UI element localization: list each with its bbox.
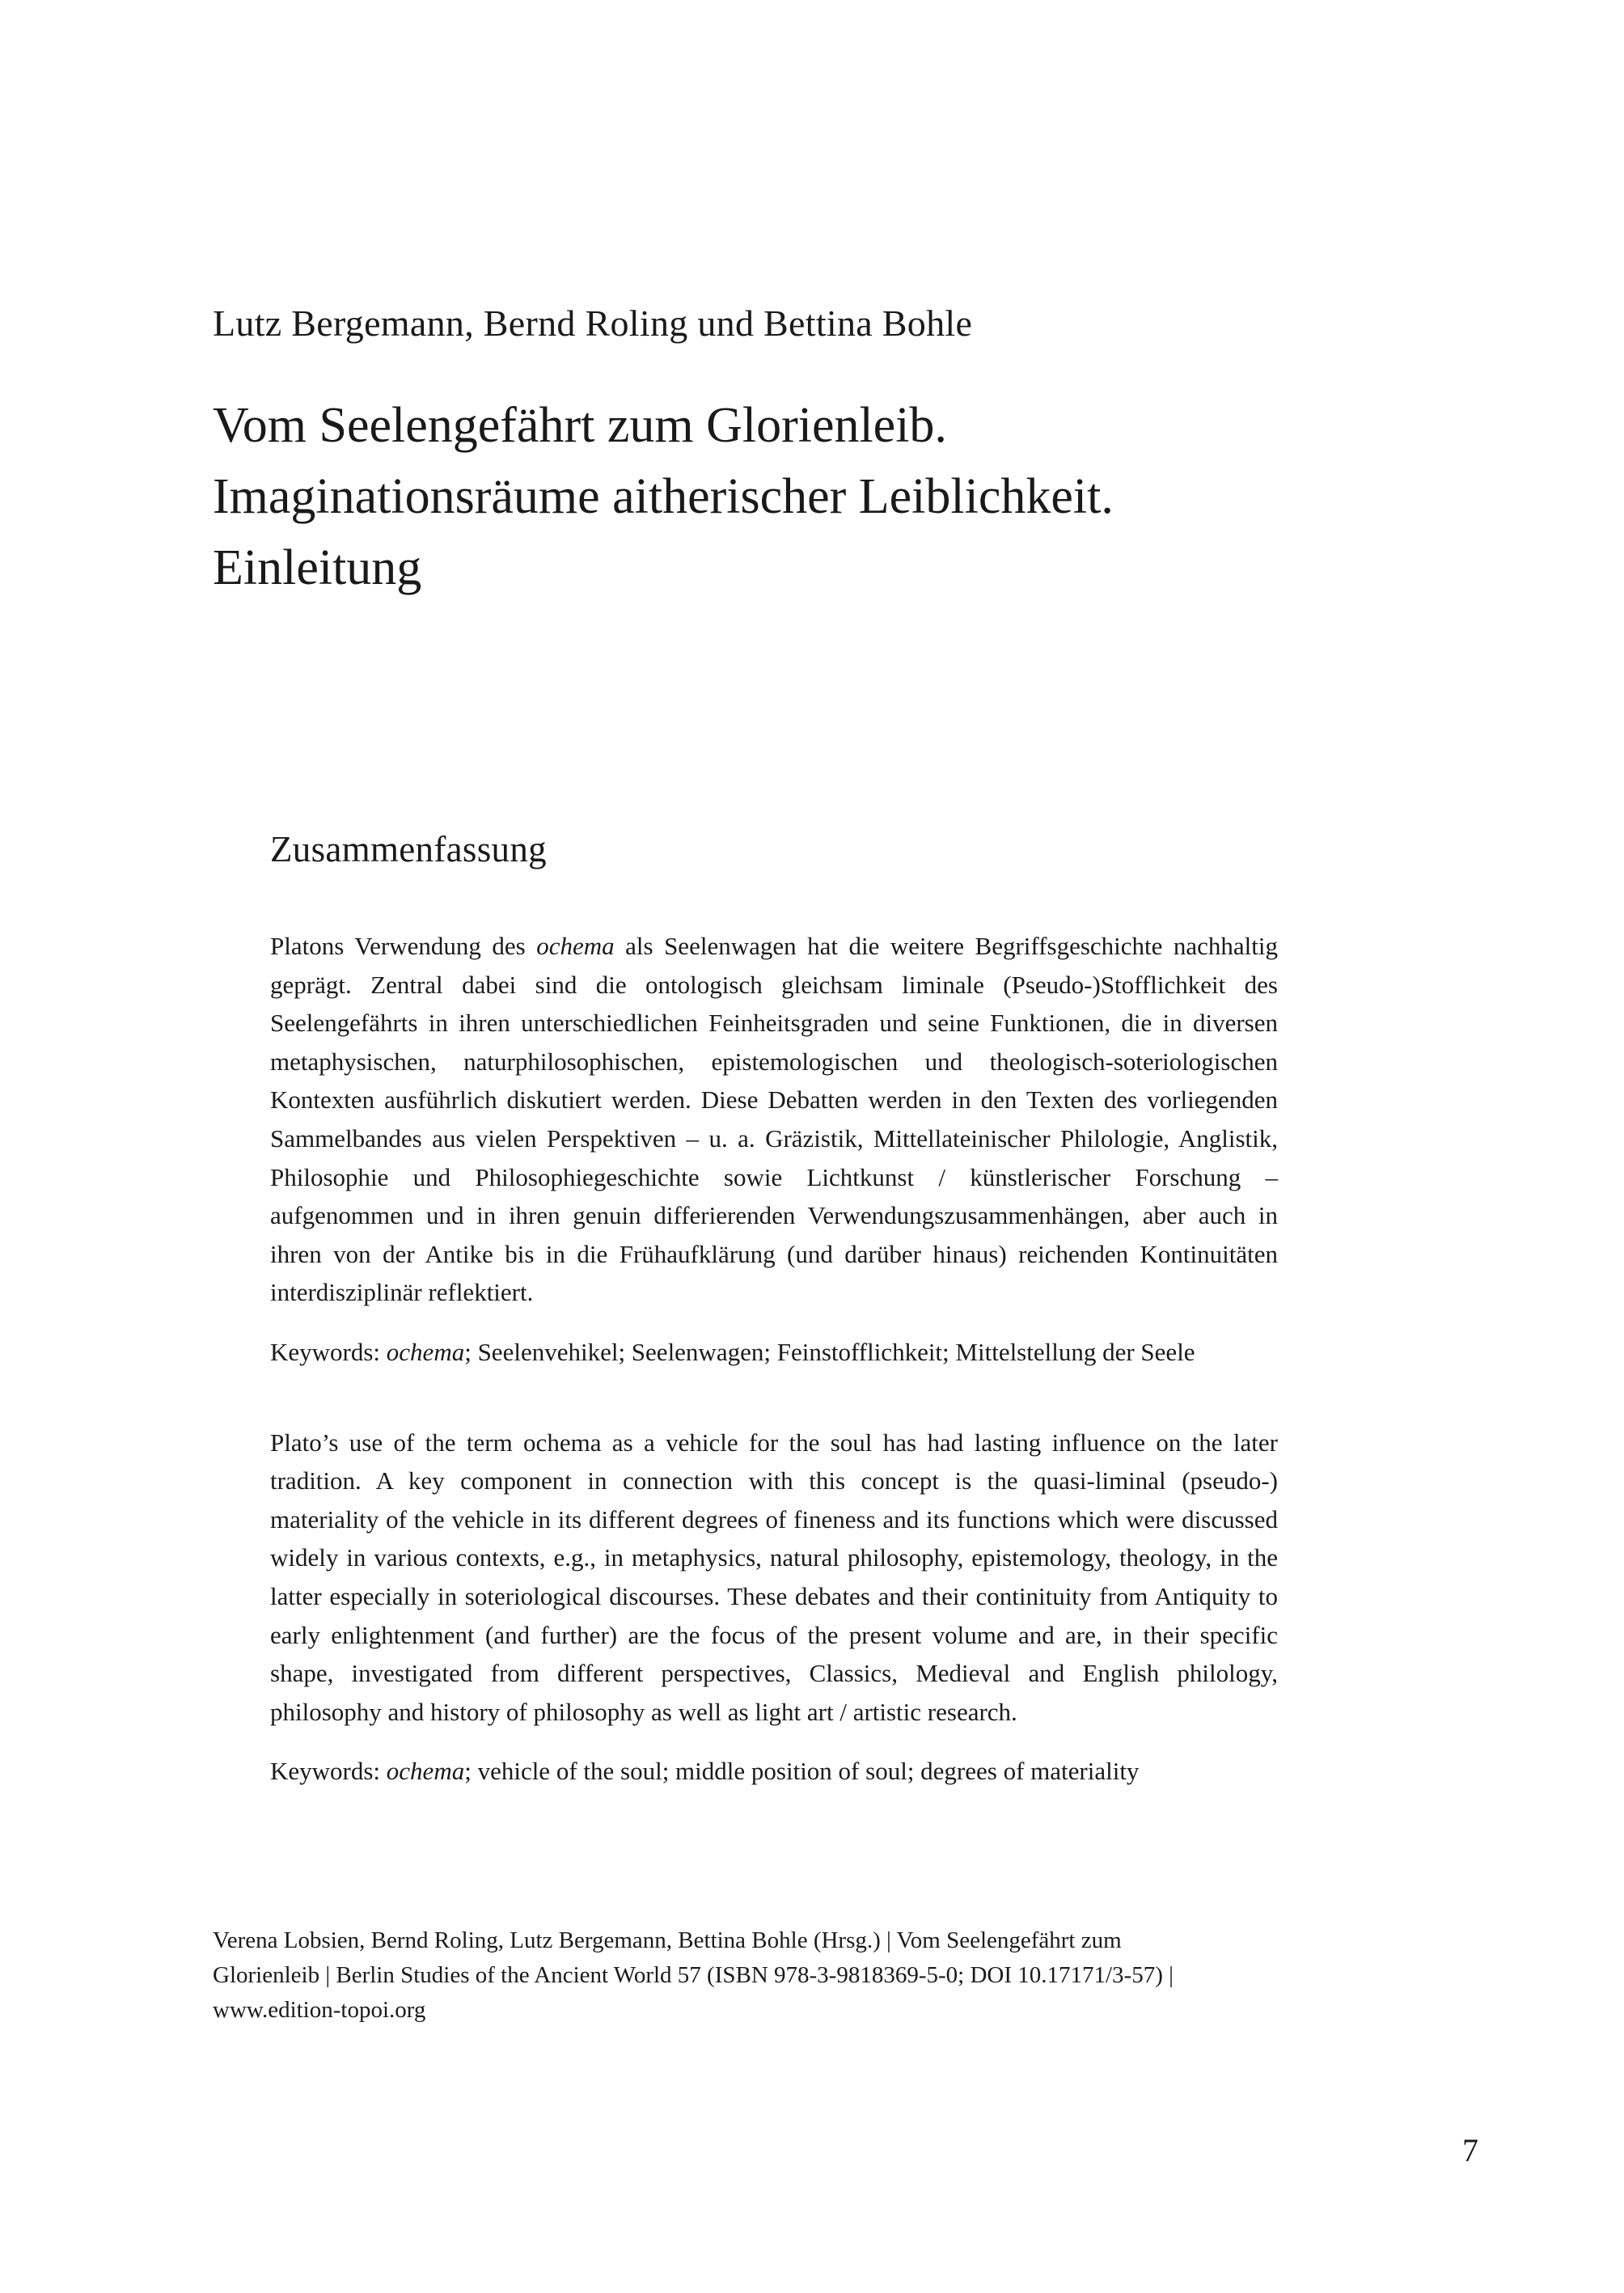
keywords-english — [270, 1752, 1278, 1791]
keywords-label: Keywords: — [270, 1757, 387, 1786]
abstract-german-term: ochema — [536, 932, 615, 960]
keywords-list: ; vehicle of the soul; middle position of soul; degrees of materiality — [464, 1757, 1140, 1786]
keywords-term: ochema — [386, 1757, 465, 1786]
chapter-title — [213, 390, 1474, 603]
abstract-heading: Zusammenfassung — [270, 829, 547, 869]
keywords-german — [270, 1333, 1278, 1372]
keywords-term: ochema — [386, 1337, 465, 1366]
title-line: Einleitung — [213, 540, 422, 595]
title-line: Vom Seelengefährt zum Glorienleib. — [213, 398, 947, 453]
title-line: Imaginationsräume aitherischer Leiblichkeit. — [213, 469, 1114, 524]
abstract-section — [270, 823, 1278, 1791]
abstract-german — [270, 927, 1278, 1312]
abstract-english: Plato’s use of the term ochema as a vehicle for the soul has had lasting influence on the later tradition. A key component in connection with this concept is the quasi-liminal (pseudo-) materiality of the vehicle in its different degrees of fineness and its functions which were discussed widely in various contexts, e.g., in metaphysics, natural philosophy, epistemology, theology, in the latter especially in soteriological discourses. These debates and their continituity from Antiquity to early enlightenment (and further) are the focus of the present volume and are, in their specific shape, investigated from different perspectives, Classics, Medieval and English philology, philosophy and history of philosophy as well as light art / artistic research. — [270, 1428, 1278, 1726]
keywords-list: ; Seelenvehikel; Seelenwagen; Feinstofflichkeit; Mittelstellung der Seele — [464, 1337, 1195, 1366]
footer-line: Glorienleib | Berlin Studies of the Ancient World 57 (ISBN 978-3-9818369-5-0; DOI 10.17171/3-57) | — [213, 1962, 1174, 1988]
authors: Lutz Bergemann, Bernd Roling und Bettina Bohle — [213, 302, 973, 344]
page-number: 7 — [1462, 2132, 1478, 2168]
footer-line: www.edition-topoi.org — [213, 1997, 426, 2023]
footer-line: Verena Lobsien, Bernd Roling, Lutz Bergemann, Bettina Bohle (Hrsg.) | Vom Seelengefährt zum — [213, 1927, 1122, 1953]
abstract-german-text: als Seelenwagen hat die weitere Begriffsgeschichte nachhaltig geprägt. Zentral dabei sind die ontologisch gleichsam liminale (Pseudo-)Stofflichkeit des Seelengefährts in ihren unterschiedlichen Feinheitsgraden und seine Funktionen, die in diversen metaphysischen, naturphilosophischen, epistemologischen und theologisch-soteriologischen Kontexten ausführlich diskutiert werden. Diese Debatten werden in den Texten des vorliegenden Sammelbandes aus vielen Perspektiven – u. a. Gräzistik, Mittellateinischer Philologie, Anglistik, Philosophie und Philosophiegeschichte sowie Lichtkunst / künstlerischer Forschung – aufgenommen und in ihren genuin differierenden Verwendungszusammenhängen, aber auch in ihren von der Antike bis in die Frühaufklärung (und darüber hinaus) reichenden Kontinuitäten interdisziplinär reflektiert. — [270, 932, 1279, 1307]
keywords-label: Keywords: — [270, 1337, 387, 1366]
citation-footer — [213, 1923, 1280, 2028]
abstract-german-text: Platons Verwendung des — [270, 932, 537, 960]
